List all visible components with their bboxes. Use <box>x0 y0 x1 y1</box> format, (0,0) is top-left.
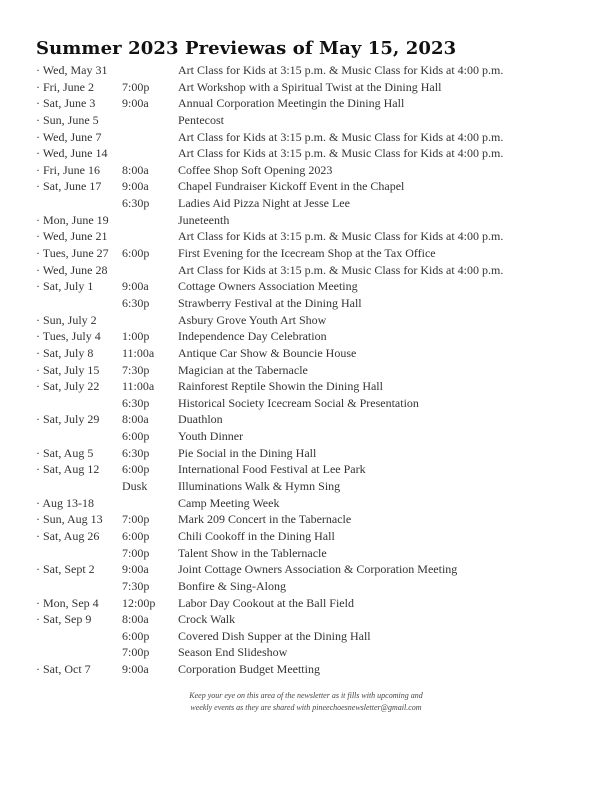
event-time: 9:00a <box>122 662 149 677</box>
event-row <box>36 644 596 661</box>
event-row <box>36 495 596 512</box>
event-description: Magician at the Tabernacle <box>178 362 308 377</box>
event-description: Camp Meeting Week <box>178 495 280 510</box>
event-row <box>36 378 596 395</box>
event-row <box>36 561 596 578</box>
event-row <box>36 528 596 545</box>
event-description: Art Class for Kids at 3:15 p.m. & Music Class for Kids at 4:00 p.m. <box>178 229 504 244</box>
event-row <box>36 162 596 179</box>
event-description: Art Class for Kids at 3:15 p.m. & Music Class for Kids at 4:00 p.m. <box>178 63 504 77</box>
event-row <box>36 312 596 329</box>
event-date: · Sat, Aug 5 <box>36 445 94 460</box>
event-time: 11:00a <box>122 379 155 394</box>
event-description: Crock Walk <box>178 612 236 627</box>
footer-line-2: weekly events as they are shared with pineechoesnewsletter@gmail.com <box>190 702 422 712</box>
event-date: · Sat, July 8 <box>36 345 94 360</box>
events-list <box>36 62 596 678</box>
event-date: · Sat, Sep 9 <box>36 612 92 627</box>
event-date: · Sat, June 3 <box>36 96 96 111</box>
event-time: 6:00p <box>122 528 150 543</box>
event-date: · Sat, July 22 <box>36 379 100 394</box>
footer-line-1: Keep your eye on this area of the newsletter as it fills with upcoming and <box>189 691 423 700</box>
event-description: Chapel Fundraiser Kickoff Event in the Chapel <box>178 179 405 194</box>
event-description: Strawberry Festival at the Dining Hall <box>178 295 362 310</box>
event-row <box>36 428 596 445</box>
event-description: Youth Dinner <box>178 429 244 444</box>
event-time: Dusk <box>122 479 148 494</box>
event-row <box>36 278 596 295</box>
event-row <box>36 195 596 212</box>
event-time: 8:00a <box>122 412 149 427</box>
event-description: First Evening for the Icecream Shop at the Tax Office <box>178 246 436 261</box>
event-description: Annual Corporation Meetingin the Dining Hall <box>178 96 405 111</box>
event-time: 7:00p <box>122 645 150 660</box>
event-date: · Wed, June 28 <box>36 262 108 277</box>
event-time: 7:30p <box>122 578 150 593</box>
event-description: Mark 209 Concert in the Tabernacle <box>178 512 352 527</box>
event-time: 6:30p <box>122 445 150 460</box>
event-description: Duathlon <box>178 412 223 427</box>
event-row <box>36 79 596 96</box>
event-description: Antique Car Show & Bouncie House <box>178 345 357 360</box>
event-description: Talent Show in the Tablernacle <box>178 545 327 560</box>
event-description: Coffee Shop Soft Opening 2023 <box>178 162 333 177</box>
event-description: Art Class for Kids at 3:15 p.m. & Music Class for Kids at 4:00 p.m. <box>178 129 504 144</box>
event-date: · Wed, June 14 <box>36 146 108 161</box>
event-row <box>36 395 596 412</box>
event-time: 9:00a <box>122 179 149 194</box>
event-row <box>36 661 596 678</box>
event-row <box>36 545 596 562</box>
event-date: · Sat, July 1 <box>36 279 94 294</box>
event-row <box>36 461 596 478</box>
page-title: Summer 2023 Previewas of May 15, 2023 <box>36 38 457 59</box>
event-description: Season End Slideshow <box>178 645 288 660</box>
event-description: Independence Day Celebration <box>178 329 327 344</box>
event-row <box>36 145 596 162</box>
event-row <box>36 345 596 362</box>
event-time: 9:00a <box>122 562 149 577</box>
event-time: 6:00p <box>122 246 150 261</box>
event-description: Bonfire & Sing-Along <box>178 578 286 593</box>
event-description: Rainforest Reptile Showin the Dining Hall <box>178 379 383 394</box>
event-description: Pentecost <box>178 112 224 127</box>
event-row <box>36 228 596 245</box>
event-time: 6:00p <box>122 429 150 444</box>
event-date: · Sun, Aug 13 <box>36 512 103 527</box>
event-time: 8:00a <box>122 612 149 627</box>
event-row <box>36 595 596 612</box>
event-date: · Sat, Aug 12 <box>36 462 100 477</box>
event-date: · Tues, June 27 <box>36 246 109 261</box>
event-description: Ladies Aid Pizza Night at Jesse Lee <box>178 196 350 211</box>
event-description: Juneteenth <box>178 212 230 227</box>
event-description: International Food Festival at Lee Park <box>178 462 366 477</box>
event-date: · Sat, Sept 2 <box>36 562 95 577</box>
event-description: Art Workshop with a Spiritual Twist at the Dining Hall <box>178 79 442 94</box>
event-row <box>36 578 596 595</box>
event-date: · Aug 13-18 <box>36 495 94 510</box>
event-description: Historical Society Icecream Social & Presentation <box>178 395 419 410</box>
event-time: 6:30p <box>122 196 150 211</box>
event-time: 6:00p <box>122 462 150 477</box>
event-date: · Mon, Sep 4 <box>36 595 99 610</box>
event-date: · Sat, Aug 26 <box>36 528 100 543</box>
event-time: 7:00p <box>122 79 150 94</box>
event-description: Chili Cookoff in the Dining Hall <box>178 528 335 543</box>
event-row <box>36 295 596 312</box>
event-time: 8:00a <box>122 162 149 177</box>
event-row <box>36 212 596 229</box>
event-row <box>36 112 596 129</box>
event-description: Labor Day Cookout at the Ball Field <box>178 595 354 610</box>
event-date: · Sat, July 29 <box>36 412 100 427</box>
event-time: 7:00p <box>122 512 150 527</box>
event-description: Illuminations Walk & Hymn Sing <box>178 479 341 494</box>
event-date: · Fri, June 16 <box>36 162 100 177</box>
event-time: 12:00p <box>122 595 156 610</box>
event-row <box>36 411 596 428</box>
event-date: · Tues, July 4 <box>36 329 101 344</box>
event-date: · Wed, June 21 <box>36 229 108 244</box>
event-description: Covered Dish Supper at the Dining Hall <box>178 628 371 643</box>
event-date: · Wed, June 7 <box>36 129 102 144</box>
event-date: · Sat, June 17 <box>36 179 102 194</box>
event-description: Cottage Owners Association Meeting <box>178 279 358 294</box>
event-time: 7:00p <box>122 545 150 560</box>
event-row <box>36 511 596 528</box>
event-time: 9:00a <box>122 279 149 294</box>
event-row <box>36 262 596 279</box>
event-row <box>36 478 596 495</box>
event-time: 6:00p <box>122 628 150 643</box>
event-row <box>36 445 596 462</box>
event-date: · Sat, July 15 <box>36 362 100 377</box>
event-date: · Wed, May 31 <box>36 63 108 77</box>
event-row <box>36 95 596 112</box>
event-description: Pie Social in the Dining Hall <box>178 445 317 460</box>
event-date: · Mon, June 19 <box>36 212 109 227</box>
event-row <box>36 245 596 262</box>
event-row <box>36 611 596 628</box>
event-date: · Sun, June 5 <box>36 112 99 127</box>
event-row <box>36 62 596 79</box>
event-row <box>36 178 596 195</box>
event-time: 6:30p <box>122 395 150 410</box>
event-time: 11:00a <box>122 345 155 360</box>
event-row <box>36 129 596 146</box>
event-date: · Sun, July 2 <box>36 312 97 327</box>
event-time: 9:00a <box>122 96 149 111</box>
event-time: 7:30p <box>122 362 150 377</box>
event-description: Corporation Budget Meetting <box>178 662 320 677</box>
event-description: Art Class for Kids at 3:15 p.m. & Music Class for Kids at 4:00 p.m. <box>178 262 504 277</box>
event-time: 1:00p <box>122 329 150 344</box>
event-row <box>36 328 596 345</box>
footer-note <box>0 690 612 713</box>
event-date: · Fri, June 2 <box>36 79 94 94</box>
event-date: · Sat, Oct 7 <box>36 662 91 677</box>
event-description: Joint Cottage Owners Association & Corporation Meeting <box>178 562 458 577</box>
event-description: Asbury Grove Youth Art Show <box>178 312 327 327</box>
event-time: 6:30p <box>122 295 150 310</box>
event-description: Art Class for Kids at 3:15 p.m. & Music Class for Kids at 4:00 p.m. <box>178 146 504 161</box>
event-row <box>36 362 596 379</box>
event-row <box>36 628 596 645</box>
